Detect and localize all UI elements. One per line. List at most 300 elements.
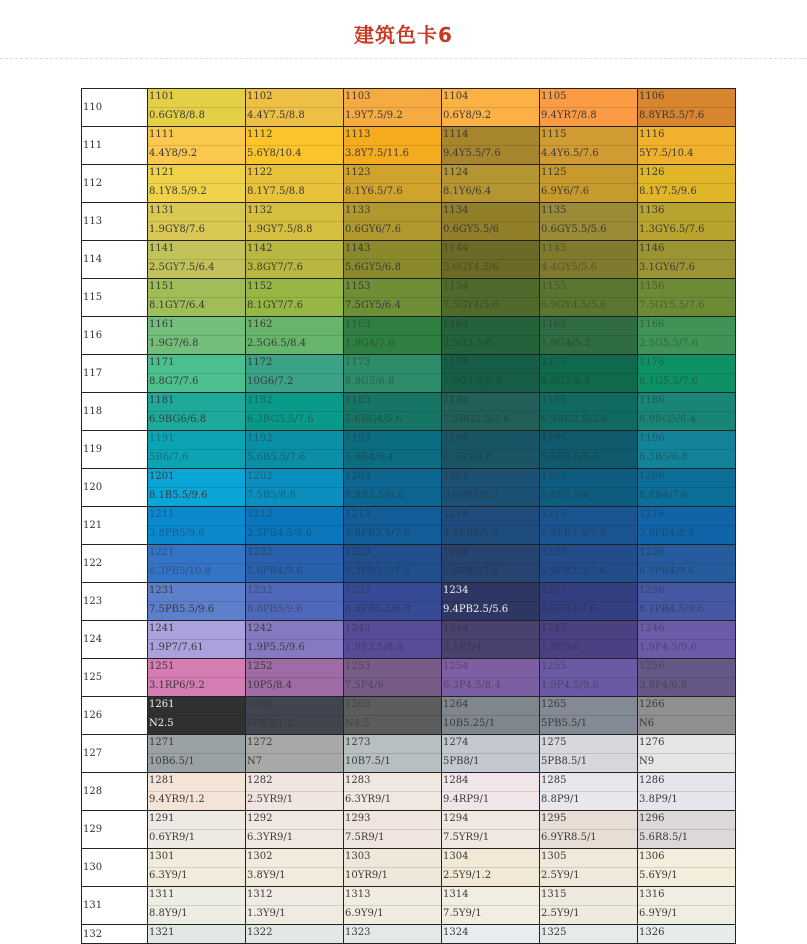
color-swatch bbox=[540, 127, 638, 165]
color-swatch bbox=[344, 811, 442, 849]
swatch-notation: 3.8PB5/9.6 bbox=[149, 528, 205, 539]
color-swatch bbox=[638, 697, 736, 735]
swatch-divider bbox=[148, 753, 245, 754]
color-swatch bbox=[148, 279, 246, 317]
swatch-divider bbox=[638, 373, 735, 374]
swatch-code: 1315 bbox=[541, 889, 567, 900]
swatch-code: 1134 bbox=[443, 205, 469, 216]
color-swatch bbox=[246, 659, 344, 697]
swatch-code: 1184 bbox=[443, 395, 469, 406]
swatch-code: 1232 bbox=[247, 585, 273, 596]
color-swatch bbox=[638, 811, 736, 849]
color-swatch bbox=[148, 735, 246, 773]
color-swatch bbox=[638, 431, 736, 469]
color-swatch bbox=[638, 165, 736, 203]
swatch-notation: 8.1B5.5/9.6 bbox=[149, 490, 208, 501]
swatch-divider bbox=[442, 221, 539, 222]
color-swatch bbox=[148, 317, 246, 355]
swatch-notation: 8.1GY7/7.6 bbox=[247, 300, 303, 311]
swatch-code: 1276 bbox=[639, 737, 665, 748]
swatch-code: 1251 bbox=[149, 661, 175, 672]
row-label: 122 bbox=[82, 545, 148, 583]
color-swatch bbox=[638, 925, 736, 944]
swatch-divider bbox=[148, 639, 245, 640]
row-label: 116 bbox=[82, 317, 148, 355]
swatch-code: 1195 bbox=[541, 433, 567, 444]
color-swatch bbox=[148, 165, 246, 203]
swatch-code: 1286 bbox=[639, 775, 665, 786]
swatch-notation: 10YR9/1 bbox=[345, 870, 388, 881]
swatch-code: 1263 bbox=[345, 699, 371, 710]
color-swatch bbox=[442, 583, 540, 621]
swatch-code: 1292 bbox=[247, 813, 273, 824]
row-label: 115 bbox=[82, 279, 148, 317]
swatch-code: 1311 bbox=[149, 889, 175, 900]
row-label: 120 bbox=[82, 469, 148, 507]
swatch-code: 1294 bbox=[443, 813, 469, 824]
swatch-notation: 2.5Y9/1 bbox=[541, 870, 580, 881]
color-swatch bbox=[540, 811, 638, 849]
swatch-code: 1164 bbox=[443, 319, 469, 330]
color-swatch bbox=[442, 659, 540, 697]
swatch-code: 1252 bbox=[247, 661, 273, 672]
swatch-notation: 6.3YR9/1 bbox=[345, 794, 392, 805]
swatch-notation: 0.6GY5.5/5.6 bbox=[541, 224, 607, 235]
swatch-code: 1283 bbox=[345, 775, 371, 786]
color-swatch bbox=[148, 241, 246, 279]
swatch-code: 1143 bbox=[345, 243, 371, 254]
color-swatch bbox=[540, 773, 638, 811]
color-swatch bbox=[246, 773, 344, 811]
swatch-divider bbox=[246, 411, 343, 412]
color-swatch bbox=[344, 849, 442, 887]
swatch-divider bbox=[540, 753, 637, 754]
swatch-divider bbox=[638, 145, 735, 146]
swatch-notation: 8.1Y7.5/8.8 bbox=[247, 186, 305, 197]
swatch-notation: 6.3B3/4.8 bbox=[443, 452, 492, 463]
swatch-code: 1112 bbox=[247, 129, 273, 140]
swatch-code: 1313 bbox=[345, 889, 371, 900]
swatch-code: 1221 bbox=[149, 547, 175, 558]
color-row bbox=[82, 355, 736, 393]
swatch-notation: 7.5GY4/5.6 bbox=[443, 300, 499, 311]
color-swatch bbox=[442, 393, 540, 431]
color-swatch bbox=[344, 583, 442, 621]
swatch-divider bbox=[246, 335, 343, 336]
color-row bbox=[82, 241, 736, 279]
swatch-divider bbox=[148, 715, 245, 716]
swatch-divider bbox=[246, 221, 343, 222]
swatch-notation: 6.9BG6/6.8 bbox=[149, 414, 207, 425]
color-row bbox=[82, 431, 736, 469]
swatch-divider bbox=[148, 297, 245, 298]
swatch-divider bbox=[246, 449, 343, 450]
color-row bbox=[82, 89, 736, 127]
swatch-divider bbox=[442, 373, 539, 374]
swatch-divider bbox=[148, 905, 245, 906]
swatch-notation: 6.3B5/6.8 bbox=[639, 452, 688, 463]
swatch-divider bbox=[148, 791, 245, 792]
swatch-notation: 3.8Y9/1 bbox=[247, 870, 286, 881]
color-swatch bbox=[344, 925, 442, 944]
swatch-divider bbox=[148, 601, 245, 602]
swatch-code: 1305 bbox=[541, 851, 567, 862]
swatch-code: 1284 bbox=[443, 775, 469, 786]
swatch-divider bbox=[246, 297, 343, 298]
swatch-divider bbox=[638, 867, 735, 868]
swatch-code: 1105 bbox=[541, 91, 567, 102]
swatch-code: 1165 bbox=[541, 319, 567, 330]
swatch-divider bbox=[344, 905, 441, 906]
color-swatch bbox=[246, 621, 344, 659]
swatch-notation: 8.8B3.5/6.8 bbox=[345, 490, 404, 501]
row-label: 129 bbox=[82, 811, 148, 849]
swatch-notation: 2.5Y9/1.2 bbox=[443, 870, 492, 881]
swatch-code: 1291 bbox=[149, 813, 175, 824]
swatch-divider bbox=[246, 487, 343, 488]
color-swatch bbox=[442, 735, 540, 773]
swatch-code: 1322 bbox=[247, 927, 273, 938]
swatch-notation: 4.4Y8/9.2 bbox=[149, 148, 198, 159]
swatch-divider bbox=[540, 525, 637, 526]
swatch-divider bbox=[442, 107, 539, 108]
swatch-divider bbox=[148, 411, 245, 412]
swatch-notation: 5PB8.5/1 bbox=[541, 756, 588, 767]
swatch-notation: 5.6GY5/6.8 bbox=[345, 262, 401, 273]
swatch-divider bbox=[148, 373, 245, 374]
color-row bbox=[82, 697, 736, 735]
swatch-divider bbox=[442, 525, 539, 526]
swatch-divider bbox=[344, 373, 441, 374]
swatch-notation: 1.9P3/6 bbox=[541, 642, 580, 653]
swatch-code: 1234 bbox=[443, 585, 469, 596]
row-label: 114 bbox=[82, 241, 148, 279]
color-swatch bbox=[442, 127, 540, 165]
color-row bbox=[82, 165, 736, 203]
swatch-divider bbox=[344, 753, 441, 754]
swatch-code: 1135 bbox=[541, 205, 567, 216]
color-swatch bbox=[540, 621, 638, 659]
swatch-notation: 7.5GY5/6.4 bbox=[345, 300, 401, 311]
swatch-code: 1326 bbox=[639, 927, 665, 938]
color-row bbox=[82, 659, 736, 697]
swatch-notation: 6.3Y9/1 bbox=[149, 870, 188, 881]
color-row bbox=[82, 925, 736, 944]
swatch-notation: 9.4YR9/1.2 bbox=[149, 794, 205, 805]
swatch-code: 1256 bbox=[639, 661, 665, 672]
swatch-code: 1122 bbox=[247, 167, 273, 178]
swatch-notation: 0.6GY5.5/6 bbox=[443, 224, 499, 235]
color-row bbox=[82, 583, 736, 621]
swatch-notation: 8.8YR5.5/7.6 bbox=[639, 110, 705, 121]
swatch-notation: 8.8B4/7.6 bbox=[639, 490, 688, 501]
row-label: 111 bbox=[82, 127, 148, 165]
swatch-notation: 10P5/8.4 bbox=[247, 680, 293, 691]
color-swatch bbox=[442, 621, 540, 659]
swatch-divider bbox=[442, 449, 539, 450]
swatch-notation: 8.8Y9/1 bbox=[149, 908, 188, 919]
swatch-code: 1194 bbox=[443, 433, 469, 444]
swatch-divider bbox=[638, 221, 735, 222]
swatch-code: 1191 bbox=[149, 433, 175, 444]
swatch-divider bbox=[442, 715, 539, 716]
swatch-code: 1226 bbox=[639, 547, 665, 558]
swatch-notation: 4.4Y6.5/7.6 bbox=[541, 148, 599, 159]
color-swatch bbox=[246, 583, 344, 621]
swatch-code: 1214 bbox=[443, 509, 469, 520]
swatch-notation: 10B6.5/1 bbox=[149, 756, 195, 767]
swatch-notation: N9 bbox=[639, 756, 655, 767]
swatch-notation: 2.5G5.5/7.6 bbox=[639, 338, 699, 349]
color-swatch bbox=[442, 165, 540, 203]
swatch-code: 1183 bbox=[345, 395, 371, 406]
swatch-divider bbox=[540, 107, 637, 108]
swatch-code: 1253 bbox=[345, 661, 371, 672]
swatch-code: 1202 bbox=[247, 471, 273, 482]
swatch-code: 1222 bbox=[247, 547, 273, 558]
swatch-divider bbox=[638, 335, 735, 336]
swatch-divider bbox=[344, 145, 441, 146]
color-swatch bbox=[148, 773, 246, 811]
swatch-code: 1124 bbox=[443, 167, 469, 178]
swatch-code: 1103 bbox=[345, 91, 371, 102]
swatch-code: 1225 bbox=[541, 547, 567, 558]
row-label: 121 bbox=[82, 507, 148, 545]
color-swatch bbox=[638, 203, 736, 241]
swatch-code: 1302 bbox=[247, 851, 273, 862]
swatch-notation: 5.6B4/6.4 bbox=[345, 452, 394, 463]
swatch-code: 1215 bbox=[541, 509, 567, 520]
swatch-divider bbox=[246, 639, 343, 640]
swatch-divider bbox=[540, 601, 637, 602]
swatch-notation: 6.9PB3.5/7.6 bbox=[541, 566, 607, 577]
swatch-code: 1295 bbox=[541, 813, 567, 824]
swatch-code: 1213 bbox=[345, 509, 371, 520]
swatch-code: 1303 bbox=[345, 851, 371, 862]
swatch-code: 1176 bbox=[639, 357, 665, 368]
swatch-code: 1281 bbox=[149, 775, 175, 786]
swatch-divider bbox=[540, 145, 637, 146]
swatch-notation: 5PB8/1 bbox=[443, 756, 480, 767]
swatch-divider bbox=[148, 335, 245, 336]
swatch-notation: 7.5YR9/1 bbox=[443, 832, 490, 843]
color-swatch bbox=[540, 317, 638, 355]
color-swatch bbox=[246, 203, 344, 241]
color-swatch bbox=[344, 431, 442, 469]
swatch-divider bbox=[442, 601, 539, 602]
title-divider bbox=[0, 58, 807, 59]
swatch-code: 1211 bbox=[149, 509, 175, 520]
swatch-notation: 10G6/7.2 bbox=[247, 376, 294, 387]
title-bar bbox=[0, 0, 807, 60]
color-row bbox=[82, 735, 736, 773]
swatch-notation: 4.4Y7.5/8.8 bbox=[247, 110, 305, 121]
swatch-divider bbox=[246, 791, 343, 792]
swatch-notation: 7.5R9/1 bbox=[345, 832, 385, 843]
swatch-notation: 8.8G5/6.8 bbox=[345, 376, 395, 387]
color-swatch bbox=[246, 697, 344, 735]
swatch-code: 1151 bbox=[149, 281, 175, 292]
swatch-code: 1115 bbox=[541, 129, 567, 140]
swatch-divider bbox=[246, 601, 343, 602]
row-label: 110 bbox=[82, 89, 148, 127]
swatch-code: 1254 bbox=[443, 661, 469, 672]
swatch-notation: 6.9Y9/1 bbox=[639, 908, 678, 919]
swatch-notation: 8.1Y7.5/9.6 bbox=[639, 186, 697, 197]
swatch-code: 1182 bbox=[247, 395, 273, 406]
color-swatch bbox=[638, 583, 736, 621]
swatch-divider bbox=[344, 487, 441, 488]
swatch-divider bbox=[442, 753, 539, 754]
swatch-divider bbox=[344, 221, 441, 222]
swatch-code: 1243 bbox=[345, 623, 371, 634]
swatch-notation: 1.9P7/7.61 bbox=[149, 642, 204, 653]
swatch-divider bbox=[246, 905, 343, 906]
color-swatch bbox=[148, 697, 246, 735]
swatch-notation: 10B5.25/1 bbox=[443, 718, 496, 729]
swatch-notation: 3.1GY6/7.6 bbox=[639, 262, 695, 273]
swatch-notation: 7.5B5/8.8 bbox=[247, 490, 296, 501]
swatch-notation: 3.8GY7/7.6 bbox=[247, 262, 303, 273]
swatch-divider bbox=[148, 221, 245, 222]
color-swatch bbox=[442, 317, 540, 355]
swatch-code: 1231 bbox=[149, 585, 175, 596]
color-swatch bbox=[638, 507, 736, 545]
swatch-code: 1196 bbox=[639, 433, 665, 444]
swatch-divider bbox=[442, 867, 539, 868]
swatch-notation: 5.6R8.5/1 bbox=[639, 832, 689, 843]
swatch-divider bbox=[638, 905, 735, 906]
swatch-divider bbox=[246, 867, 343, 868]
swatch-code: 1171 bbox=[149, 357, 175, 368]
color-swatch bbox=[442, 431, 540, 469]
color-swatch bbox=[246, 127, 344, 165]
swatch-notation: 8.8G3/6.8 bbox=[541, 376, 591, 387]
swatch-divider bbox=[638, 829, 735, 830]
swatch-divider bbox=[638, 449, 735, 450]
color-swatch bbox=[540, 849, 638, 887]
swatch-code: 1323 bbox=[345, 927, 371, 938]
swatch-notation: 6.3YR9/1 bbox=[247, 832, 294, 843]
swatch-divider bbox=[540, 411, 637, 412]
swatch-code: 1321 bbox=[149, 927, 175, 938]
swatch-notation: 8.1Y6.5/7.6 bbox=[345, 186, 403, 197]
swatch-notation: 2.5Y9/1 bbox=[541, 908, 580, 919]
swatch-divider bbox=[638, 297, 735, 298]
color-swatch bbox=[344, 773, 442, 811]
swatch-code: 1216 bbox=[639, 509, 665, 520]
swatch-code: 1204 bbox=[443, 471, 469, 482]
swatch-code: 1102 bbox=[247, 91, 273, 102]
swatch-code: 1154 bbox=[443, 281, 469, 292]
color-swatch bbox=[344, 545, 442, 583]
swatch-notation: 5.6Y9/1 bbox=[639, 870, 678, 881]
swatch-notation: 1.9GY7.5/8.8 bbox=[247, 224, 313, 235]
swatch-code: 1244 bbox=[443, 623, 469, 634]
swatch-code: 1175 bbox=[541, 357, 567, 368]
color-swatch bbox=[148, 469, 246, 507]
swatch-divider bbox=[344, 335, 441, 336]
color-swatch bbox=[540, 241, 638, 279]
color-swatch bbox=[246, 545, 344, 583]
swatch-code: 1172 bbox=[247, 357, 273, 368]
color-swatch bbox=[344, 127, 442, 165]
color-row bbox=[82, 317, 736, 355]
swatch-notation: 5Y7.5/10.4 bbox=[639, 148, 694, 159]
color-swatch bbox=[638, 659, 736, 697]
color-row bbox=[82, 773, 736, 811]
swatch-notation: 5.6B3.5/5.6 bbox=[541, 452, 600, 463]
swatch-code: 1273 bbox=[345, 737, 371, 748]
swatch-divider bbox=[148, 487, 245, 488]
swatch-notation: 1.3Y9/1 bbox=[247, 908, 286, 919]
swatch-notation: 8.8PB3.5/8.8 bbox=[345, 604, 411, 615]
swatch-notation: N2.5 bbox=[149, 718, 174, 729]
swatch-notation: 4.4GY5/5.6 bbox=[541, 262, 597, 273]
swatch-notation: 2.5PB4.5/9.6 bbox=[247, 528, 313, 539]
swatch-notation: 0.6Y8/9.2 bbox=[443, 110, 492, 121]
color-swatch bbox=[540, 887, 638, 925]
swatch-code: 1233 bbox=[345, 585, 371, 596]
swatch-code: 1262 bbox=[247, 699, 273, 710]
swatch-code: 1306 bbox=[639, 851, 665, 862]
color-swatch bbox=[540, 203, 638, 241]
swatch-code: 1193 bbox=[345, 433, 371, 444]
swatch-code: 1236 bbox=[639, 585, 665, 596]
color-swatch bbox=[246, 89, 344, 127]
swatch-divider bbox=[638, 677, 735, 678]
swatch-code: 1126 bbox=[639, 167, 665, 178]
swatch-notation: 8.1GY7/6.4 bbox=[149, 300, 205, 311]
color-row bbox=[82, 507, 736, 545]
color-chart-table bbox=[81, 88, 736, 944]
swatch-code: 1132 bbox=[247, 205, 273, 216]
color-swatch bbox=[540, 659, 638, 697]
swatch-code: 1324 bbox=[443, 927, 469, 938]
swatch-notation: 6.9BG5/6.4 bbox=[639, 414, 697, 425]
swatch-divider bbox=[638, 525, 735, 526]
swatch-divider bbox=[540, 449, 637, 450]
swatch-notation: 3.8PB3.5/7.6 bbox=[345, 528, 411, 539]
swatch-notation: 9.4Y5.5/7.6 bbox=[443, 148, 501, 159]
swatch-notation: 7.5P4/6 bbox=[345, 680, 384, 691]
swatch-notation: 3.8P4/6.8 bbox=[639, 680, 688, 691]
swatch-divider bbox=[442, 183, 539, 184]
swatch-divider bbox=[148, 563, 245, 564]
color-swatch bbox=[148, 127, 246, 165]
swatch-notation: 8.1Y6/6.4 bbox=[443, 186, 492, 197]
swatch-divider bbox=[344, 791, 441, 792]
swatch-code: 1245 bbox=[541, 623, 567, 634]
swatch-divider bbox=[540, 297, 637, 298]
swatch-divider bbox=[442, 905, 539, 906]
swatch-notation: 6.9BG3.5/5.6 bbox=[541, 414, 608, 425]
swatch-divider bbox=[638, 259, 735, 260]
swatch-code: 1301 bbox=[149, 851, 175, 862]
swatch-notation: 8.8G7/7.6 bbox=[149, 376, 199, 387]
color-swatch bbox=[344, 507, 442, 545]
color-swatch bbox=[638, 545, 736, 583]
row-label: 113 bbox=[82, 203, 148, 241]
swatch-notation: 3.1P3/4 bbox=[443, 642, 482, 653]
swatch-divider bbox=[442, 791, 539, 792]
color-swatch bbox=[540, 165, 638, 203]
swatch-divider bbox=[246, 183, 343, 184]
swatch-divider bbox=[638, 639, 735, 640]
swatch-code: 1274 bbox=[443, 737, 469, 748]
color-swatch bbox=[344, 887, 442, 925]
swatch-notation: 3.8PB3/5.6 bbox=[443, 528, 499, 539]
